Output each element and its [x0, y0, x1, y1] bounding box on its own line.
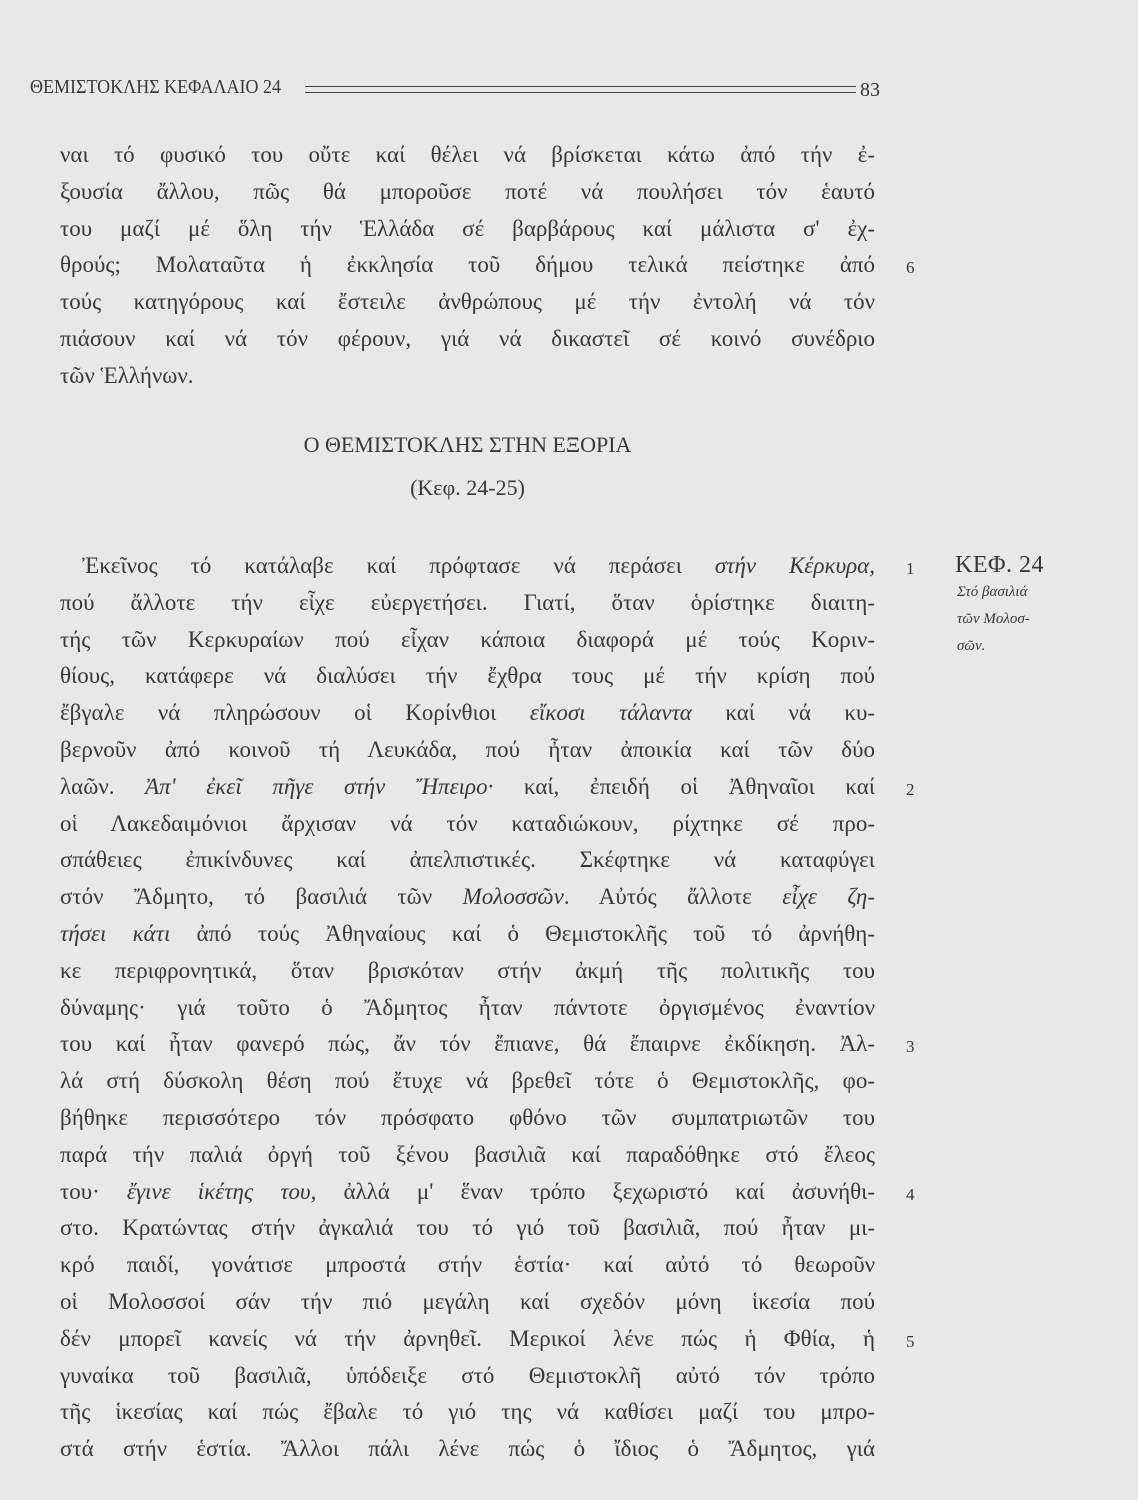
text-segment: Ἐκεῖνος τό κατάλαβε καί πρόφτασε νά περάσει	[82, 553, 715, 578]
text-line	[60, 916, 930, 953]
line-text	[60, 174, 875, 211]
line-text	[60, 916, 875, 953]
line-text	[60, 1100, 875, 1137]
text-line	[60, 1247, 930, 1284]
text-segment: λαῶν.	[60, 773, 146, 799]
italic-segment: εἶχε ζη-	[782, 884, 875, 910]
line-text	[60, 1247, 875, 1284]
text-segment: του·	[60, 1178, 127, 1204]
section-subtitle: (Κεφ. 24-25)	[410, 475, 525, 500]
text-segment: πιάσουν καί νά τόν φέρουν, γιά νά δικαστεῖ σέ κοινό συνέδριο	[60, 325, 875, 351]
text-segment: σπάθειες ἐπικίνδυνες καί ἀπελπιστικές. Σκέφτηκε νά καταφύγει	[60, 847, 875, 873]
text-segment: του καί ἦταν φανερό πώς, ἄν τόν ἔπιανε, θά ἔπαιρνε ἐκδίκηση. Ἀλ-	[60, 1031, 875, 1057]
margin-section-number: 4	[906, 1184, 915, 1204]
italic-segment: ἔγινε ἱκέτης του,	[126, 1178, 317, 1204]
italic-segment: Ἀπ' ἐκεῖ πῆγε στήν Ἤπειρο·	[145, 773, 494, 799]
margin-note-line: σῶν.	[957, 638, 986, 654]
line-text	[60, 1174, 875, 1211]
line-text	[60, 548, 875, 585]
text-segment: θρούς; Μολαταῦτα ἡ ἐκκλησία τοῦ δήμου τελικά πείστηκε ἀπό	[60, 252, 875, 278]
text-line	[60, 1026, 930, 1063]
text-segment: καί νά κυ-	[691, 700, 875, 726]
line-text	[60, 1358, 875, 1395]
text-line	[60, 1100, 930, 1137]
line-text	[60, 1321, 875, 1358]
line-text	[60, 1026, 875, 1063]
text-segment: οἱ Μολοσσοί σάν τήν πιό μεγάλη καί σχεδόν μόνη ἱκεσία πού	[60, 1288, 875, 1314]
text-segment: ξουσία ἄλλου, πῶς θά μποροῦσε ποτέ νά πουλήσει τόν ἑαυτό	[60, 178, 875, 204]
text-segment: γυναίκα τοῦ βασιλιᾶ, ὑπόδειξε στό Θεμιστοκλῆ αὐτό τόν τρόπο	[60, 1362, 875, 1388]
text-segment: του μαζί μέ ὅλη τήν Ἑλλάδα σέ βαρβάρους καί μάλιστα σ' ἐχ-	[60, 215, 875, 241]
line-text	[60, 879, 875, 916]
text-segment: βερνοῦν ἀπό κοινοῦ τή Λευκάδα, πού ἦταν ἀποικία καί τῶν δύο	[60, 736, 875, 762]
margin-section-number: 5	[906, 1331, 915, 1351]
text-segment: στόν Ἄδμητο, τό βασιλιά τῶν	[60, 884, 463, 910]
line-text	[60, 247, 875, 284]
text-line	[60, 806, 930, 843]
text-line	[60, 1394, 930, 1431]
line-text	[60, 358, 875, 395]
running-header	[30, 72, 880, 102]
italic-segment: τήσει κάτι	[60, 920, 171, 946]
text-segment: τής τῶν Κερκυραίων πού εἶχαν κάποια διαφορά μέ τούς Κοριν-	[60, 626, 875, 652]
line-text	[60, 1394, 875, 1431]
margin-section-number: 1	[906, 559, 915, 578]
margin-section-number: 6	[906, 258, 915, 278]
line-text	[60, 732, 875, 769]
text-line	[60, 1210, 930, 1247]
line-text	[60, 769, 875, 806]
line-text	[60, 953, 875, 990]
text-segment: ἔβγαλε νά πληρώσουν οἱ Κορίνθιοι	[60, 700, 530, 726]
text-segment: οἱ Λακεδαιμόνιοι ἄρχισαν νά τόν καταδιώκουν, ρίχτηκε σέ προ-	[60, 810, 875, 836]
text-segment: λά στή δύσκολη θέση πού ἔτυχε νά βρεθεῖ τότε ὁ Θεμιστοκλῆς, φο-	[60, 1068, 875, 1094]
margin-note	[955, 552, 1075, 660]
text-line	[60, 769, 930, 806]
text-line	[60, 1284, 930, 1321]
line-text	[60, 695, 875, 732]
text-line	[60, 1321, 930, 1358]
text-line	[60, 321, 930, 358]
line-text	[60, 1063, 875, 1100]
margin-note-chapter: ΚΕΦ. 24	[955, 552, 1045, 578]
text-segment: κρό παιδί, γονάτισε μπροστά στήν ἑστία· καί αὐτό τό θεωροῦν	[60, 1252, 875, 1278]
text-segment: θίους, κατάφερε νά διαλύσει τήν ἔχθρα τους μέ τήν κρίση πού	[60, 663, 875, 689]
text-line	[60, 1063, 930, 1100]
line-text	[60, 585, 875, 622]
text-line	[60, 284, 930, 321]
text-line	[60, 358, 930, 395]
text-line	[60, 1431, 930, 1468]
text-segment: τῆς ἱκεσίας καί πώς ἔβαλε τό γιό της νά καθίσει μαζί του μπρο-	[60, 1399, 875, 1425]
line-text	[60, 1284, 875, 1321]
line-text	[60, 990, 875, 1027]
header-double-rule	[305, 86, 856, 93]
text-line	[60, 548, 930, 585]
text-segment: βήθηκε περισσότερο τόν πρόσφατο φθόνο τῶν συμπατριωτῶν του	[60, 1104, 875, 1130]
text-line	[60, 622, 930, 659]
text-segment: δύναμης· γιά τοῦτο ὁ Ἄδμητος ἦταν πάντοτε ὀργισμένος ἐναντίον	[60, 994, 875, 1020]
text-line	[60, 658, 930, 695]
text-line	[60, 1174, 930, 1211]
line-text	[60, 284, 875, 321]
text-segment: παρά τήν παλιά ὀργή τοῦ ξένου βασιλιᾶ καί παραδόθηκε στό ἔλεος	[60, 1141, 875, 1167]
line-text	[60, 321, 875, 358]
italic-segment: στήν Κέρκυρα,	[714, 553, 875, 578]
text-line	[60, 953, 930, 990]
line-text	[60, 842, 875, 879]
text-segment: στά στήν ἑστία. Ἄλλοι πάλι λένε πώς ὁ ἴδιος ὁ Ἄδμητος, γιά	[60, 1436, 875, 1462]
italic-segment: Μολοσσῶν	[462, 884, 564, 910]
text-segment: τούς κατηγόρους καί ἔστειλε ἀνθρώπους μέ τήν ἐντολή νά τόν	[60, 289, 875, 315]
text-line	[60, 137, 930, 174]
text-line	[60, 585, 930, 622]
text-line	[60, 1358, 930, 1395]
line-text	[60, 806, 875, 843]
text-line	[60, 247, 930, 284]
margin-section-number: 2	[906, 779, 915, 799]
text-segment: ναι τό φυσικό του οὔτε καί θέλει νά βρίσκεται κάτω ἀπό τήν ἐ-	[60, 142, 875, 167]
text-segment: . Αὐτός ἄλλοτε	[563, 884, 783, 910]
line-text	[60, 1210, 875, 1247]
text-segment: κε περιφρονητικά, ὅταν βρισκόταν στήν ἀκμή τῆς πολιτικῆς του	[60, 957, 875, 983]
line-text	[60, 1431, 875, 1468]
text-line	[60, 732, 930, 769]
line-text	[60, 211, 875, 248]
text-line	[60, 1137, 930, 1174]
text-line	[60, 211, 930, 248]
running-header-title: ΘΕΜΙΣΤΟΚΛΗΣ ΚΕΦΑΛΑΙΟ 24	[30, 75, 282, 98]
paragraph-2	[60, 548, 930, 1468]
text-line	[60, 842, 930, 879]
text-line	[60, 990, 930, 1027]
section-title: Ο ΘΕΜΙΣΤΟΚΛΗΣ ΣΤΗΝ ΕΞΟΡΙΑ	[303, 432, 632, 457]
text-segment: πού ἄλλοτε τήν εἶχε εὐεργετήσει. Γιατί, ὅταν ὁρίστηκε διαιτη-	[60, 589, 875, 615]
text-segment: ἀλλά μ' ἕναν τρόπο ξεχωριστό καί ἀσυνήθι-	[316, 1178, 875, 1204]
line-text	[60, 658, 875, 695]
margin-note-line: τῶν Μολοσ-	[957, 611, 1030, 627]
line-text	[60, 1137, 875, 1174]
page-number: 83	[860, 78, 880, 101]
text-segment: καί, ἐπειδή οἱ Ἀθηναῖοι καί	[493, 773, 875, 799]
text-line	[60, 174, 930, 211]
line-text	[60, 622, 875, 659]
paragraph-1	[60, 137, 930, 395]
italic-segment: εἴκοσι τάλαντα	[529, 700, 692, 726]
text-line	[60, 879, 930, 916]
text-segment: ἀπό τούς Ἀθηναίους καί ὁ Θεμιστοκλῆς τοῦ τό ἀρνήθη-	[170, 920, 875, 946]
text-line	[60, 695, 930, 732]
text-segment: τῶν Ἑλλήνων.	[60, 362, 194, 388]
line-text	[60, 137, 875, 174]
text-segment: στο. Κρατώντας στήν ἀγκαλιά του τό γιό τοῦ βασιλιᾶ, πού ἦταν μι-	[60, 1215, 875, 1241]
text-segment: δέν μπορεῖ κανείς νά τήν ἀρνηθεῖ. Μερικοί λένε πώς ἡ Φθία, ἡ	[60, 1325, 875, 1351]
margin-note-line: Στό βασιλιά	[957, 584, 1028, 600]
margin-section-number: 3	[906, 1037, 915, 1057]
